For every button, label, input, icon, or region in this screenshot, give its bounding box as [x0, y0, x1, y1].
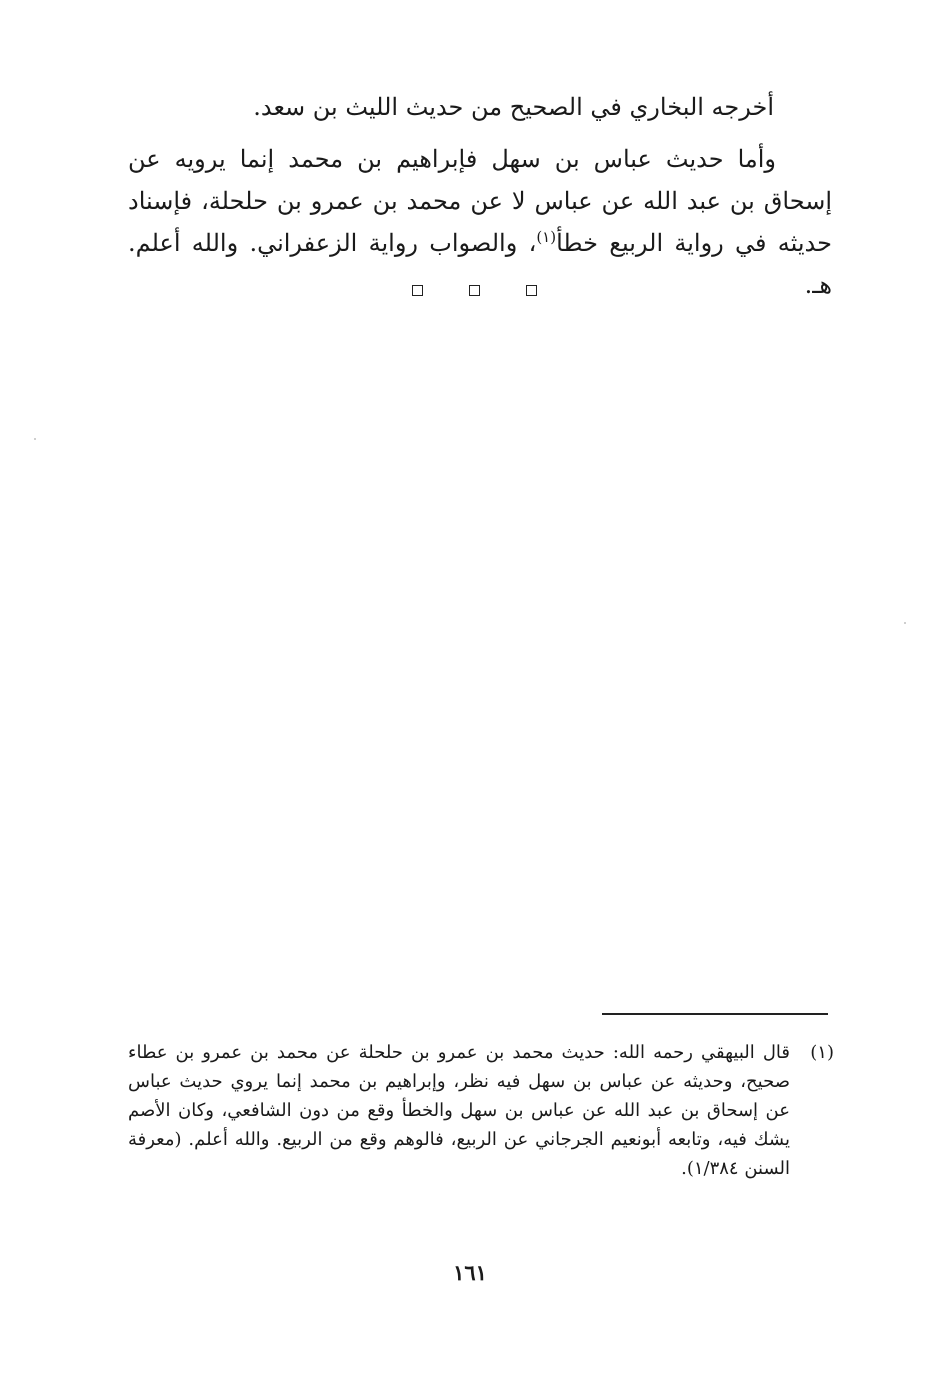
paragraph-1: أخرجه البخاري في الصحيح من حديث الليث بن سعد. — [253, 93, 774, 121]
footnotes — [128, 1038, 834, 1183]
separator-square-icon — [469, 285, 480, 296]
paragraph-2-text: وأما حديث عباس بن سهل فإبراهيم بن محمد إنما يرويه عن إسحاق بن عبد الله عن عباس لا عن محمد بن عمرو بن حلحلة، فإسناد حديثه في رواية الربيع خطأ — [128, 145, 832, 257]
paragraph-2 — [128, 138, 832, 306]
separator-square-icon — [526, 285, 537, 296]
footnote-divider — [602, 1013, 828, 1015]
scan-speck — [904, 622, 906, 624]
paragraph-2-text-end: ، والصواب رواية الزعفراني. والله أعلم. هـ. — [128, 229, 832, 299]
separator-square-icon — [412, 285, 423, 296]
footnote-reference[interactable]: (١) — [536, 228, 557, 246]
footnote-marker: (١) — [810, 1042, 834, 1063]
page-number: ١٦١ — [453, 1260, 487, 1285]
footnote-1 — [128, 1038, 834, 1183]
section-separator — [0, 285, 940, 296]
footnote-text: قال البيهقي رحمه الله: حديث محمد بن عمرو بن حلحلة عن محمد بن عمرو بن عطاء صحيح، وحديثه عن عباس بن سهل فيه نظر، وإبراهيم بن محمد إنما يروي حديث عباس عن إسحاق بن عبد الله عن عباس بن سهل والخطأ وقع من دون الشافعي، وكان الأصم يشك فيه، وتابعه أبونعيم الجرجاني عن الربيع، فالوهم وقع من الربيع. والله أعلم. (معرفة السنن ١/٣٨٤). — [128, 1042, 790, 1179]
main-text — [128, 86, 832, 306]
scan-speck — [34, 438, 36, 440]
